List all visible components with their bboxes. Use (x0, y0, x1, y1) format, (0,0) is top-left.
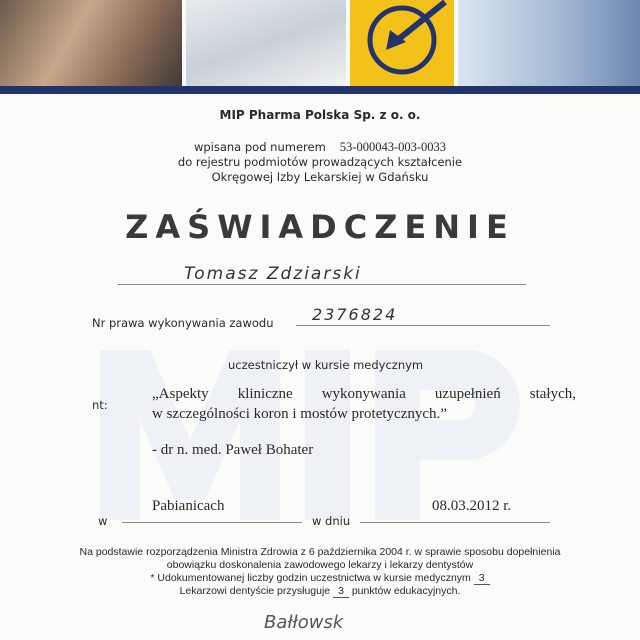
license-number: 2376824 (312, 305, 398, 324)
in-label: w (98, 514, 108, 528)
person-name: Tomasz Zdziarski (184, 264, 362, 284)
logo-arrow-icon (350, 0, 454, 86)
photo-doctor (186, 0, 346, 86)
city: Pabianicach (152, 498, 225, 514)
header-banner (0, 0, 640, 86)
registry-line: Okręgowej Izby Lekarskiej w Gdańsku (211, 170, 429, 184)
date-label: w dniu (312, 514, 351, 528)
registry-line: do rejestru podmiotów prowadzących kształcenie (177, 155, 463, 169)
registry-info (0, 140, 640, 185)
course-topic-line1: „Aspekty kliniczne wykonywania uzupełnień stałych, (152, 386, 576, 402)
registry-number: 53-000043-003-0033 (339, 140, 447, 154)
name-line (118, 284, 526, 285)
document-title: ZAŚWIADCZENIE (125, 208, 515, 246)
topic-label: nt: (92, 398, 108, 412)
license-label: Nr prawa wykonywania zawodu (92, 316, 274, 330)
points-suffix: punktów edukacyjnych. (351, 585, 461, 597)
date-line (360, 522, 550, 523)
participated-label: uczestniczył w kursie medycznym (228, 358, 424, 372)
points-value: 3 (333, 585, 349, 598)
header-stripe (0, 86, 640, 94)
hours-value: 3 (474, 572, 490, 585)
city-line (122, 522, 302, 523)
photo-handshake (458, 0, 640, 86)
registered-label: wpisana pod numerem (193, 140, 326, 154)
license-line (296, 325, 550, 326)
photo-group-people (0, 0, 182, 86)
points-label: Lekarzowi dentyście przysługuje (179, 585, 331, 597)
footer-note (0, 546, 640, 598)
signature: Bałłowsk (264, 612, 344, 633)
footer-line: Na podstawie rozporządzenia Ministra Zdrowia z 6 października 2004 r. w sprawie sposobu dopełnienia (79, 546, 561, 558)
lecturer: - dr n. med. Paweł Bohater (152, 442, 314, 458)
date: 08.03.2012 r. (432, 498, 512, 514)
footer-line (0, 572, 640, 585)
footer-line: obowiązku doskonalenia zawodowego lekarzy i lekarzy dentystów (166, 559, 474, 571)
footer-line (0, 585, 640, 598)
hours-label: * Udokumentowanej liczby godzin uczestnictwa w kursie medycznym (150, 572, 471, 584)
course-topic-line2: w szczególności koron i mostów protetycznych.” (152, 406, 447, 422)
company-name: MIP Pharma Polska Sp. z o. o. (219, 108, 421, 122)
